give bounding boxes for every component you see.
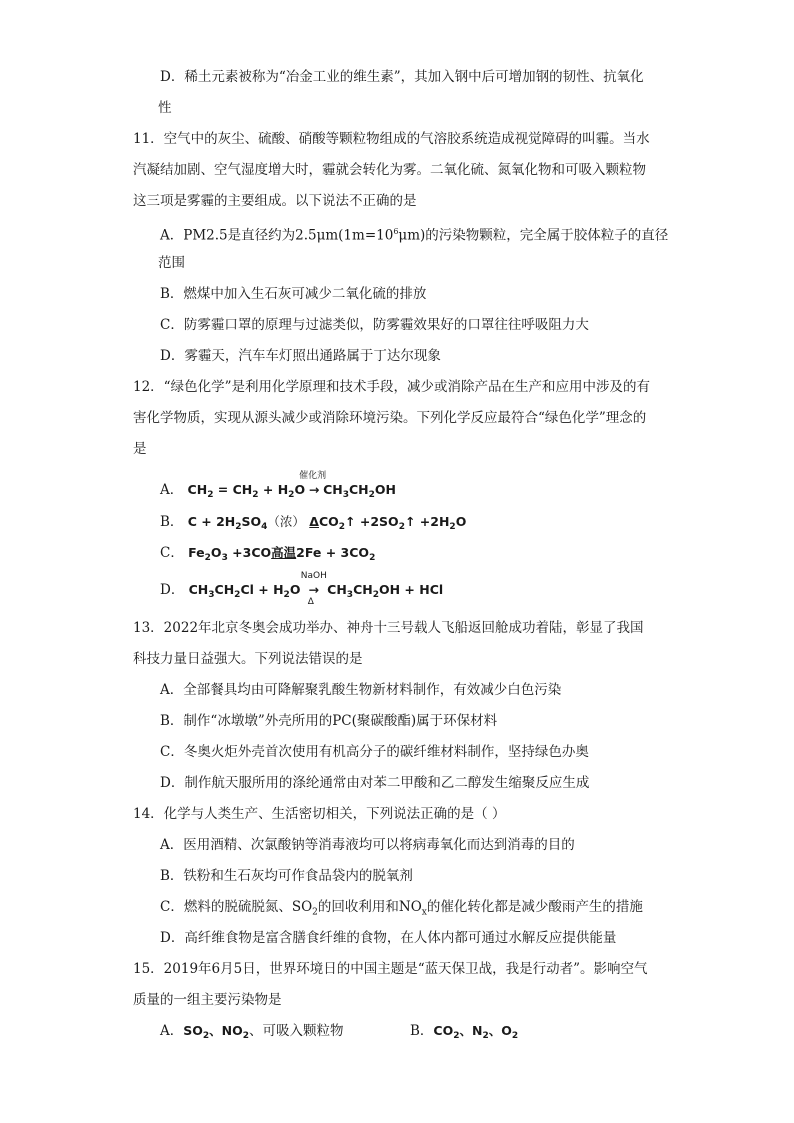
- q12-option-d: [160, 571, 444, 607]
- q12-stem-3: 是: [133, 441, 147, 457]
- q12-d-equation: $CH_3CH_2Cl + H_2O$ NaOH → Δ $CH_3CH_2OH$ + HCl: [188, 571, 444, 607]
- q12-option-b: [160, 512, 466, 537]
- q13-stem-2: 科技力量日益强大。下列说法错误的是: [133, 651, 363, 667]
- q12-b-equation: $C + 2H_2SO_4$（浓） $\Delta CO_2↑$ $+2SO_2↑ +2H_2O$: [187, 514, 467, 532]
- q12-c-label: C．: [160, 545, 184, 561]
- q12-d-arrow: NaOH → Δ: [300, 571, 327, 607]
- q11-a-part1: A．PM2.5是直径约为2.5μm(1m=10: [160, 227, 394, 244]
- q14-stem: 14．化学与人类生产、生活密切相关，下列说法正确的是（ ）: [133, 806, 506, 822]
- q11-stem-2: 汽凝结加剧、空气湿度增大时，霾就会转化为雾。二氧化硫、氮氧化物和可吸入颗粒物: [133, 162, 646, 178]
- q11-option-b: B．燃煤中加入生石灰可减少二氧化硫的排放: [160, 286, 427, 302]
- q11-stem-3: 这三项是雾霾的主要组成。以下说法不正确的是: [133, 193, 417, 209]
- q14-option-d: D．高纤维食物是富含膳食纤维的食物，在人体内都可通过水解反应提供能量: [160, 930, 617, 946]
- q12-b-label: B．: [160, 514, 184, 530]
- q12-a-label: A．: [160, 482, 184, 498]
- q13-stem-1: 13．2022年北京冬奥会成功举办、神舟十三号载人飞船返回舱成功着陆，彰显了我国: [133, 620, 644, 636]
- q12-stem-2: 害化学物质，实现从源头减少或消除环境污染。下列化学反应最符合“绿色化学”理念的: [133, 410, 647, 426]
- q13-option-d: D．制作航天服所用的涤纶通常由对苯二甲酸和乙二醇发生缩聚反应生成: [160, 775, 590, 791]
- q11-option-c: C．防雾霾口罩的原理与过滤类似，防雾霾效果好的口罩往往呼吸阻力大: [160, 317, 589, 333]
- q11-option-a-cont: 范围: [158, 255, 185, 271]
- q13-option-c: C．冬奥火炬外壳首次使用有机高分子的碳纤维材料制作，坚持绿色办奥: [160, 744, 589, 760]
- q11-option-a: [160, 222, 668, 246]
- q11-a-part2: μm)的污染物颗粒，完全属于胶体粒子的直径: [398, 227, 669, 244]
- q14-option-a: A．医用酒精、次氯酸钠等消毒液均可以将病毒氧化而达到消毒的目的: [160, 837, 575, 853]
- q13-option-b: B．制作“冰墩墩”外壳所用的PC(聚碳酸酯)属于环保材料: [160, 713, 498, 729]
- q13-option-a: A．全部餐具均由可降解聚乳酸生物新材料制作，有效减少白色污染: [160, 682, 562, 698]
- q15-stem-1: 15．2019年6月5日，世界环境日的中国主题是“蓝天保卫战，我是行动者”。影响空气: [133, 961, 648, 977]
- q10-option-d: D．稀土元素被称为“冶金工业的维生素”，其加入钢中后可增加钢的韧性、抗氧化: [160, 69, 644, 85]
- q12-d-label: D．: [160, 582, 185, 598]
- q12-stem-1: 12．“绿色化学”是利用化学原理和技术手段，减少或消除产品在生产和应用中涉及的有: [133, 379, 650, 395]
- q10-option-d-cont: 性: [158, 100, 172, 116]
- q14-option-c: C．燃料的脱硫脱氮、$SO_2$的回收利用和$NO_x$的催化转化都是减少酸雨产生的措施: [160, 899, 643, 918]
- q12-a-arrow: 催化剂 →: [299, 471, 327, 497]
- q15-option-b: B．$CO_2$、$N_2$、$O_2$: [410, 1023, 519, 1041]
- q12-a-equation: $CH_2 = CH_2 + H_2O$ 催化剂 → $CH_3CH_2OH$: [187, 471, 396, 500]
- q12-option-a: [160, 471, 396, 505]
- q12-c-equation: $Fe_2O_3 +3CO$高温$2Fe + 3CO_2$: [188, 545, 376, 563]
- q15-option-a: A．$SO_2$、$NO_2$、可吸入颗粒物: [160, 1023, 344, 1041]
- q11-option-d: D．雾霾天，汽车车灯照出通路属于丁达尔现象: [160, 348, 441, 364]
- q14-option-b: B．铁粉和生石灰均可作食品袋内的脱氧剂: [160, 868, 413, 884]
- q11-a-exp: 6: [393, 227, 399, 236]
- q15-stem-2: 质量的一组主要污染物是: [133, 992, 282, 1008]
- q12-option-c: [160, 543, 375, 568]
- q11-stem-1: 11．空气中的灰尘、硫酸、硝酸等颗粒物组成的气溶胶系统造成视觉障碍的叫霾。当水: [133, 131, 650, 147]
